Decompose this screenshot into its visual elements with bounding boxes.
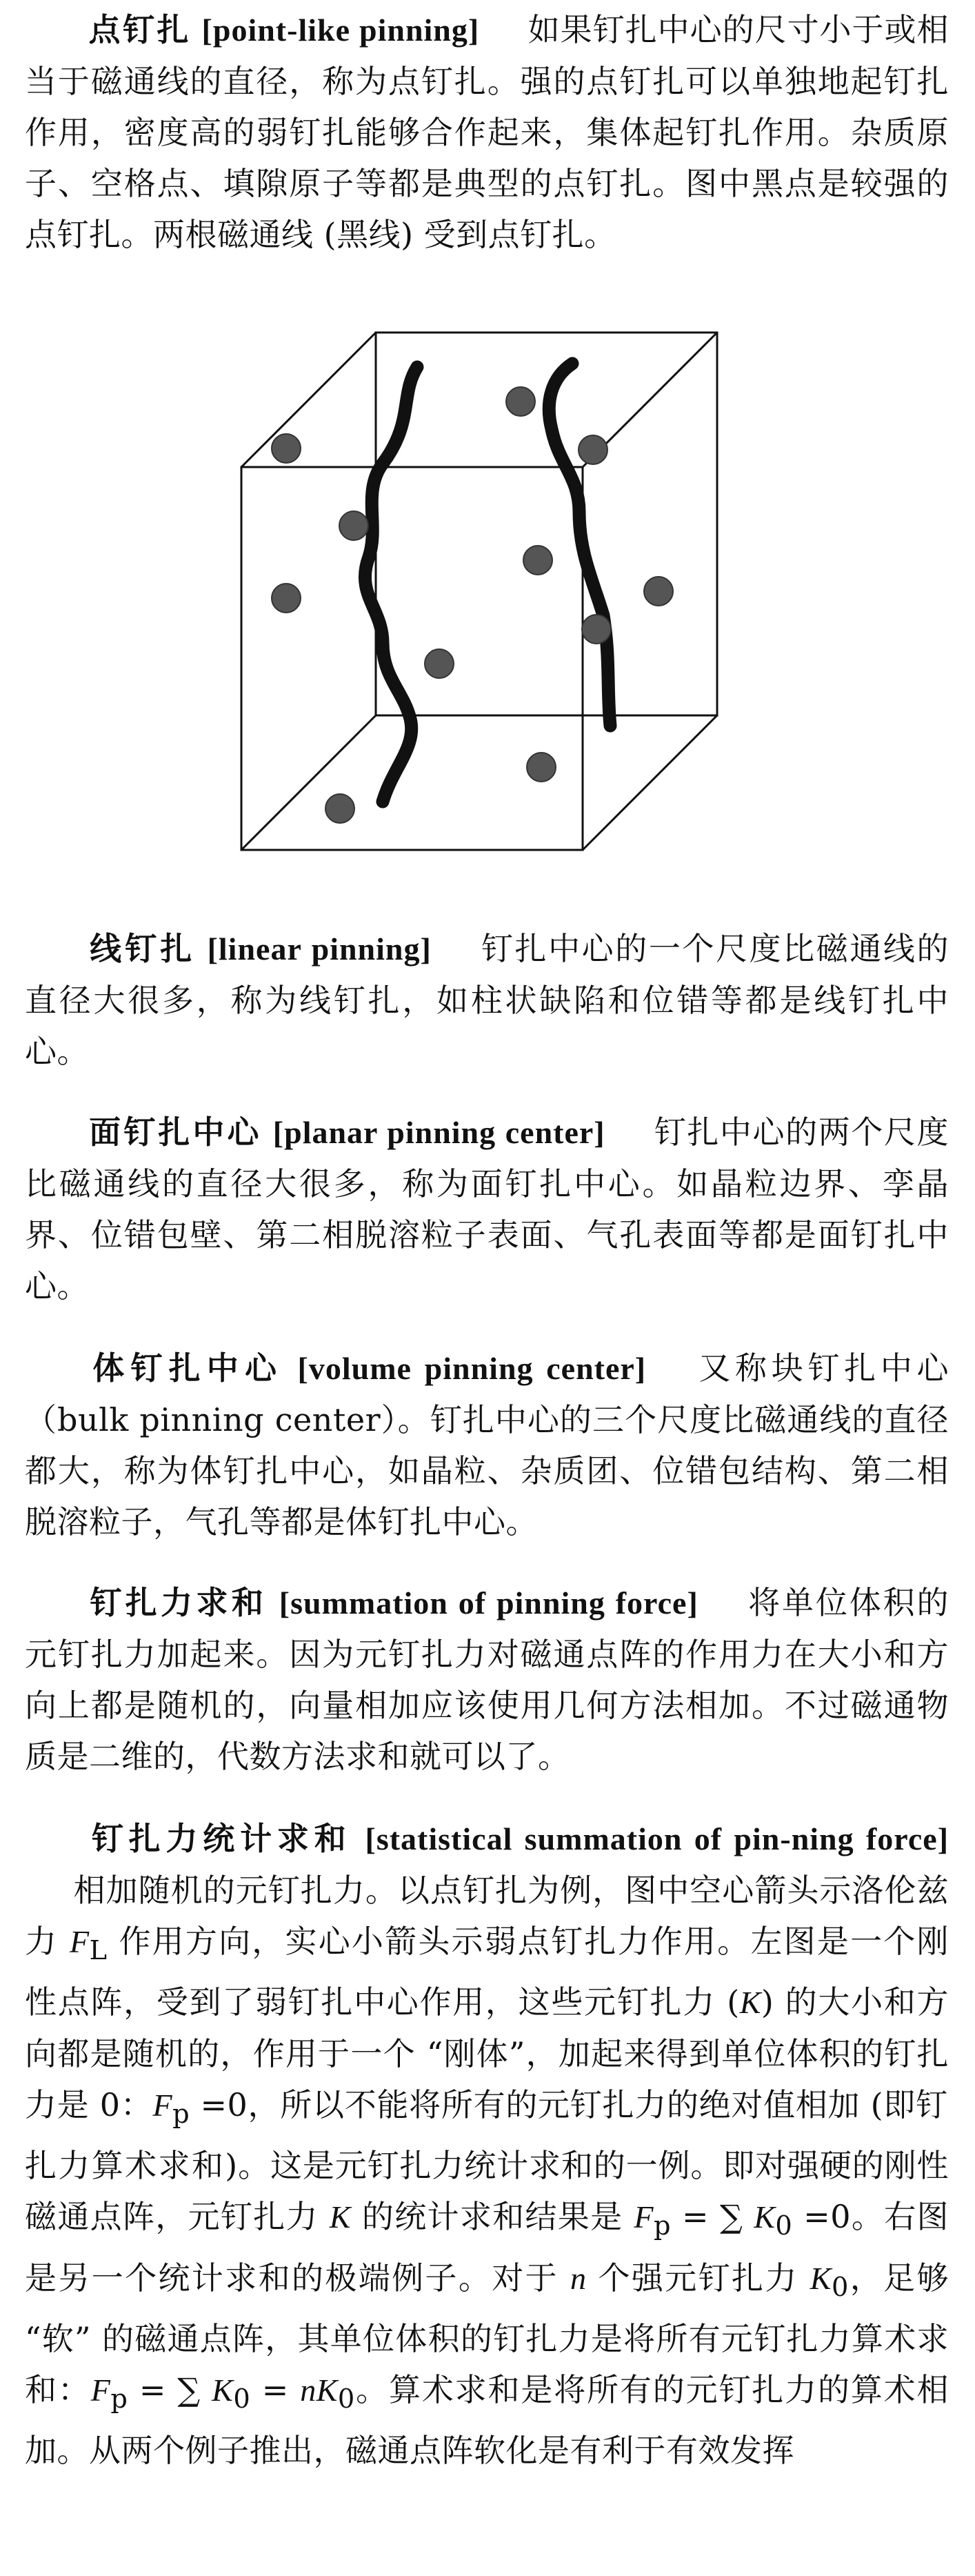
pinning-point xyxy=(523,546,552,575)
entry-body: 钉扎中心的一个尺度比磁通线的直径大很多，称为线钉扎，如柱状缺陷和位错等都是线钉扎中心。 xyxy=(25,930,949,1070)
cube-front-face xyxy=(241,467,583,850)
entry-english-term: [linear pinning] xyxy=(207,931,432,967)
entry-english-term: [summation of pinning force] xyxy=(279,1585,698,1621)
entry-linear-pinning xyxy=(25,923,949,1077)
entry-statistical-summation xyxy=(25,1813,949,2476)
entry-term: 体钉扎中心 xyxy=(88,1349,283,1387)
pinning-point xyxy=(325,794,354,823)
pinning-point xyxy=(272,434,301,463)
cube-edge xyxy=(241,333,376,467)
cube-edge xyxy=(583,715,717,850)
entry-term: 点钉扎 xyxy=(88,11,191,48)
entry-english-term: [planar pinning center] xyxy=(272,1115,605,1150)
pinning-point xyxy=(644,577,673,606)
entry-body: 钉扎中心的两个尺度比磁通线的直径大很多，称为面钉扎中心。如晶粒边界、孪晶界、位错包壁、第二相脱溶粒子表面、气孔表面等都是面钉扎中心。 xyxy=(25,1113,949,1305)
pinning-point xyxy=(272,584,301,613)
point-pinning-figure xyxy=(234,319,731,864)
pinning-point xyxy=(425,649,454,678)
entry-body: 将单位体积的元钉扎力加起来。因为元钉扎力对磁通点阵的作用力在大小和方向上都是随机的，向量相加应该使用几何方法相加。不过磁通物质是二维的，代数方法求和就可以了。 xyxy=(25,1584,949,1775)
pinning-point xyxy=(527,753,556,782)
entry-english-term: [statistical summation of pin-ning force] xyxy=(365,1821,949,1856)
pinning-point xyxy=(506,387,535,416)
entry-english-term: [point-like pinning] xyxy=(201,12,480,48)
pinning-point xyxy=(339,511,368,540)
entry-term: 面钉扎中心 xyxy=(88,1113,262,1151)
pinning-point xyxy=(579,435,607,464)
cube-edge xyxy=(241,715,376,850)
entry-term: 线钉扎 xyxy=(88,930,196,967)
entry-planar-pinning-center xyxy=(25,1107,949,1311)
pinning-cube-diagram xyxy=(234,319,731,864)
entry-term: 钉扎力统计求和 xyxy=(88,1820,352,1857)
pinning-points xyxy=(272,387,673,823)
entry-term: 钉扎力求和 xyxy=(88,1584,268,1621)
entry-point-pinning xyxy=(25,4,949,260)
flux-line-left xyxy=(365,367,417,802)
entry-body: 又称块钉扎中心（bulk pinning center）。钉扎中心的三个尺度比磁通线的直径都大，称为体钉扎中心，如晶粒、杂质团、位错包结构、第二相脱溶粒子，气孔等都是体钉扎中心。 xyxy=(25,1349,949,1540)
entry-english-term: [volume pinning center] xyxy=(297,1351,647,1386)
entry-body: 如果钉扎中心的尺寸小于或相当于磁通线的直径，称为点钉扎。强的点钉扎可以单独地起钉扎作用，密度高的弱钉扎能够合作起来，集体起钉扎作用。杂质原子、空格点、填隙原子等都是典型的点钉扎。图中黑点是较强的点钉扎。两根磁通线 (黑线) 受到点钉扎。 xyxy=(25,11,949,253)
pinning-point xyxy=(582,615,611,644)
flux-line-right xyxy=(549,364,610,726)
entry-summation-of-pinning-force xyxy=(25,1577,949,1782)
entry-body: 相加随机的元钉扎力。以点钉扎为例，图中空心箭头示洛伦兹力 $F_L$ 作用方向，实心小箭头示弱点钉扎力作用。左图是一个刚性点阵，受到了弱钉扎中心作用，这些元钉扎力 (K) 的大小和方向都是随机的，作用于一个 “刚体”，加起来得到单位体积的钉扎力是 0：$F_p =0$，所以不能将所有的元钉扎力的绝对值相加 (即钉扎力算术求和)。这是元钉扎力统计求和的一例。即对强硬的刚性磁通点阵，元钉扎力 K 的统计求和结果是 $F_p$ = ∑ $K_0 =0$。右图是另一个统计求和的极端例子。对于 n 个强元钉扎力 $K_0$，足够 “软” 的磁通点阵，其单位体积的钉扎力是将所有元钉扎力算术求和：$F_p$ = ∑ $K_0 = nK_0$。算术求和是将所有的元钉扎力的算术相加。从两个例子推出，磁通点阵软化是有利于有效发挥 xyxy=(25,1872,949,2469)
entry-volume-pinning-center xyxy=(25,1343,949,1547)
